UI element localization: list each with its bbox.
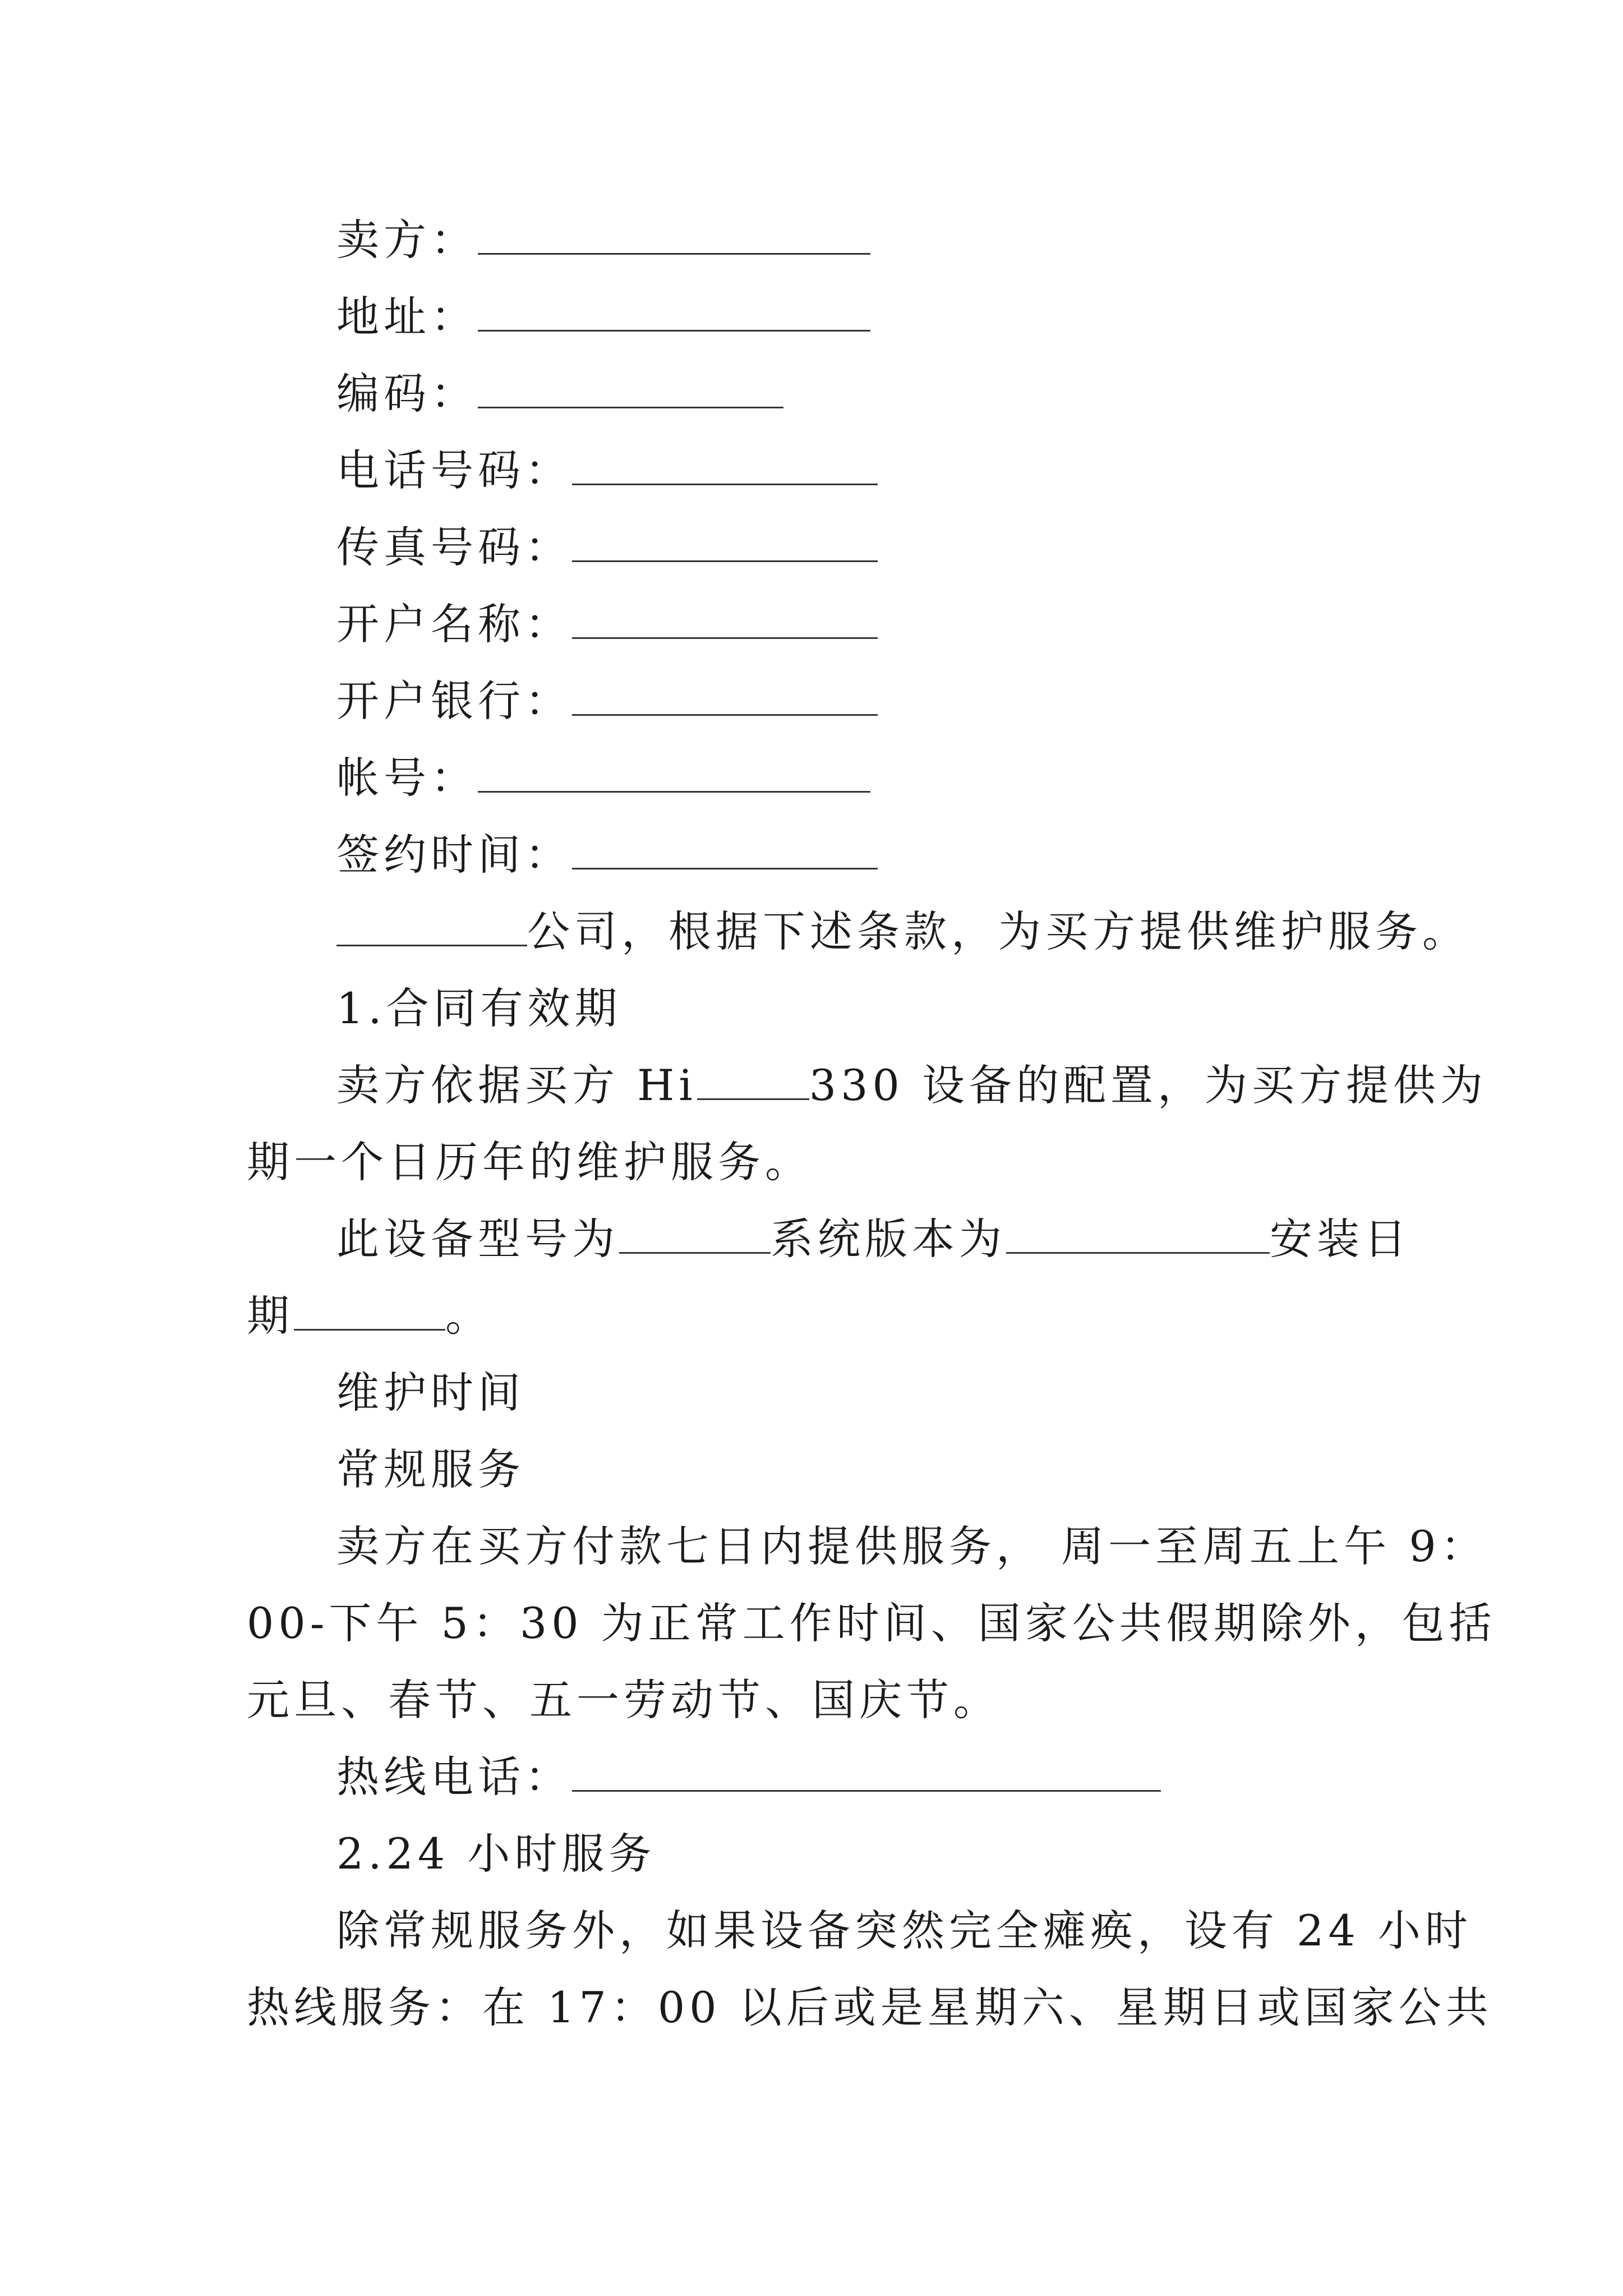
field-label: 卖方： [336, 215, 478, 265]
blank-line [697, 1059, 809, 1100]
subheading-maintenance-time: 维护时间 [336, 1368, 525, 1418]
company-paragraph [336, 904, 1481, 960]
paragraph-line: 卖方在买方付款七日内提供服务， 周一至周五上午 9： [336, 1521, 1488, 1571]
blank-line [572, 829, 878, 869]
blank-line [572, 444, 878, 485]
blank-line [619, 1213, 771, 1254]
field-label: 开户银行： [336, 676, 572, 726]
subheading-regular-service: 常规服务 [336, 1444, 525, 1494]
field-address [336, 289, 1481, 345]
field-bank [336, 673, 1481, 729]
field-label: 开户名称： [336, 599, 572, 649]
paragraph-line: 00-下午 5：30 为正常工作时间、国家公共假期除外，包括 [247, 1598, 1496, 1648]
field-label: 地址： [336, 292, 478, 342]
field-sign-date [336, 827, 1481, 883]
field-label: 签约时间： [336, 830, 572, 880]
paragraph-line: 除常规服务外，如果设备突然完全瘫痪，设有 24 小时 [336, 1906, 1473, 1955]
blank-line [336, 905, 527, 946]
paragraph-text: 此设备型号为 [336, 1214, 619, 1264]
blank-line [572, 598, 878, 639]
blank-line [478, 367, 783, 408]
blank-line [478, 214, 870, 255]
blank-line [478, 752, 870, 793]
paragraph-line: 元旦、春节、五一劳动节、国庆节。 [247, 1675, 1000, 1725]
section-heading-2: 2.24 小时服务 [336, 1829, 656, 1879]
field-code [336, 366, 1481, 422]
section-heading-1: 1.合同有效期 [336, 983, 622, 1033]
blank-line [294, 1290, 445, 1331]
paragraph-text: 卖方依据买方 Hi [336, 1060, 697, 1110]
field-label: 电话号码： [336, 445, 572, 495]
field-hotline [336, 1749, 1481, 1805]
field-label: 编码： [336, 369, 478, 418]
paragraph-line [336, 1057, 1487, 1114]
paragraph-line [247, 1288, 1391, 1344]
paragraph-text: 系统版本为 [771, 1214, 1006, 1264]
paragraph-line: 热线服务：在 17：00 以后或是星期六、星期日或国家公共 [247, 1982, 1493, 2032]
paragraph-text: 安装日 [1270, 1214, 1411, 1264]
field-phone [336, 443, 1481, 499]
paragraph-text: 。 [445, 1291, 492, 1341]
field-seller [336, 212, 1481, 268]
blank-line [1006, 1213, 1270, 1254]
paragraph-text: 330 设备的配置，为买方提供为 [809, 1060, 1487, 1110]
field-label: 帐号： [336, 753, 478, 803]
blank-line [572, 521, 878, 562]
paragraph-text: 期 [247, 1291, 294, 1341]
blank-line [478, 291, 870, 332]
field-label: 传真号码： [336, 522, 572, 572]
field-label: 热线电话： [336, 1752, 572, 1802]
field-account-number [336, 750, 1481, 806]
field-account-name [336, 596, 1481, 652]
paragraph-text: 公司，根据下述条款，为买方提供维护服务。 [527, 907, 1469, 956]
field-fax [336, 519, 1481, 576]
paragraph-line [336, 1211, 1481, 1267]
paragraph-line: 期一个日历年的维护服务。 [247, 1137, 812, 1187]
blank-line [572, 675, 878, 716]
blank-line [572, 1751, 1161, 1792]
